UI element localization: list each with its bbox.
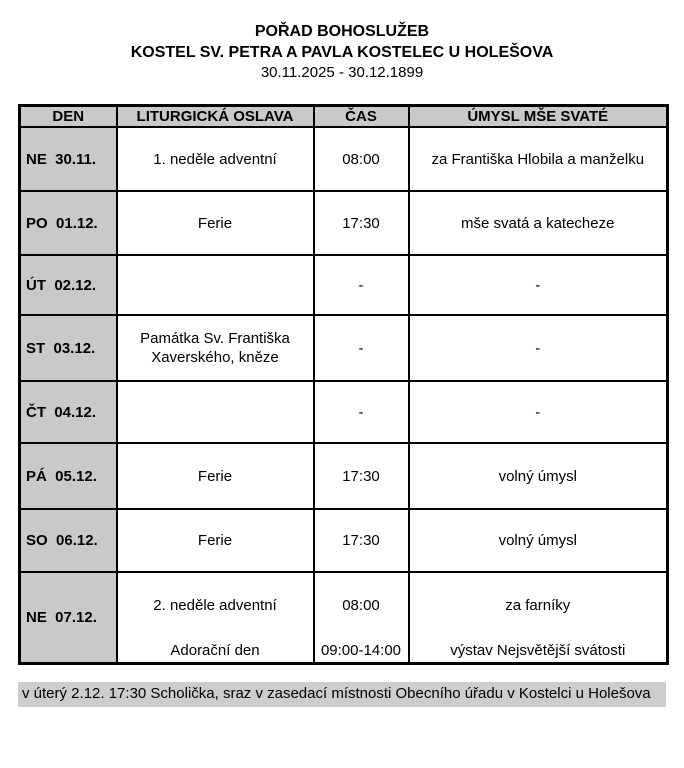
day-cell: ST 03.12. [20, 315, 117, 381]
time-cell: 08:00 [314, 127, 409, 191]
intention-cell: volný úmysl [409, 443, 668, 509]
time-cell: - [314, 255, 409, 315]
liturgy-cell: Ferie [117, 443, 314, 509]
time-cell: - [314, 315, 409, 381]
time-line-2: 09:00-14:00 [320, 642, 402, 659]
liturgy-cell [117, 381, 314, 443]
footer-note: v úterý 2.12. 17:30 Scholička, sraz v zasedací místnosti Obecního úřadu v Kostelci u Holešova [18, 682, 666, 707]
table-row [20, 443, 668, 509]
day-cell: SO 06.12. [20, 509, 117, 572]
intention-cell: - [409, 315, 668, 381]
time-cell [314, 572, 409, 664]
intention-cell: za Františka Hlobila a manželku [409, 127, 668, 191]
time-cell: - [314, 381, 409, 443]
liturgy-cell [117, 572, 314, 664]
column-header-liturgy: LITURGICKÁ OSLAVA [117, 106, 314, 128]
table-row [20, 572, 668, 664]
date-range: 30.11.2025 - 30.12.1899 [260, 64, 424, 81]
liturgy-cell: Památka Sv. Františka Xaverského, kněze [117, 315, 314, 381]
liturgy-cell: 1. neděle adventní [117, 127, 314, 191]
intention-cell: - [409, 381, 668, 443]
intention-line-1: za farníky [505, 597, 571, 614]
liturgy-line-2: Adorační den [170, 642, 260, 659]
time-line-1: 08:00 [342, 597, 380, 614]
table-row [20, 315, 668, 381]
liturgy-line-1: 2. neděle adventní [153, 597, 277, 614]
intention-line-2: výstav Nejsvětější svátosti [450, 642, 626, 659]
intention-cell: mše svatá a katecheze [409, 191, 668, 255]
time-cell: 17:30 [314, 509, 409, 572]
intention-cell [409, 572, 668, 664]
document-header [0, 0, 684, 83]
day-cell: ČT 04.12. [20, 381, 117, 443]
liturgy-cell: Ferie [117, 191, 314, 255]
page-title: POŘAD BOHOSLUŽEB [254, 23, 430, 40]
day-cell: PÁ 05.12. [20, 443, 117, 509]
day-cell: NE 30.11. [20, 127, 117, 191]
column-header-den: DEN [20, 106, 117, 128]
table-row [20, 509, 668, 572]
page-subtitle: KOSTEL SV. PETRA A PAVLA KOSTELEC U HOLEŠOVA [130, 44, 554, 61]
time-cell: 17:30 [314, 443, 409, 509]
time-cell: 17:30 [314, 191, 409, 255]
schedule-table [18, 104, 669, 665]
liturgy-cell [117, 255, 314, 315]
table-row [20, 381, 668, 443]
day-cell: ÚT 02.12. [20, 255, 117, 315]
day-cell: PO 01.12. [20, 191, 117, 255]
intention-cell: - [409, 255, 668, 315]
intention-cell: volný úmysl [409, 509, 668, 572]
column-header-intention: ÚMYSL MŠE SVATÉ [409, 106, 668, 128]
table-row [20, 191, 668, 255]
liturgy-cell: Ferie [117, 509, 314, 572]
header-row [20, 106, 668, 128]
column-header-time: ČAS [314, 106, 409, 128]
table-row [20, 127, 668, 191]
table-row [20, 255, 668, 315]
day-cell: NE 07.12. [20, 572, 117, 664]
